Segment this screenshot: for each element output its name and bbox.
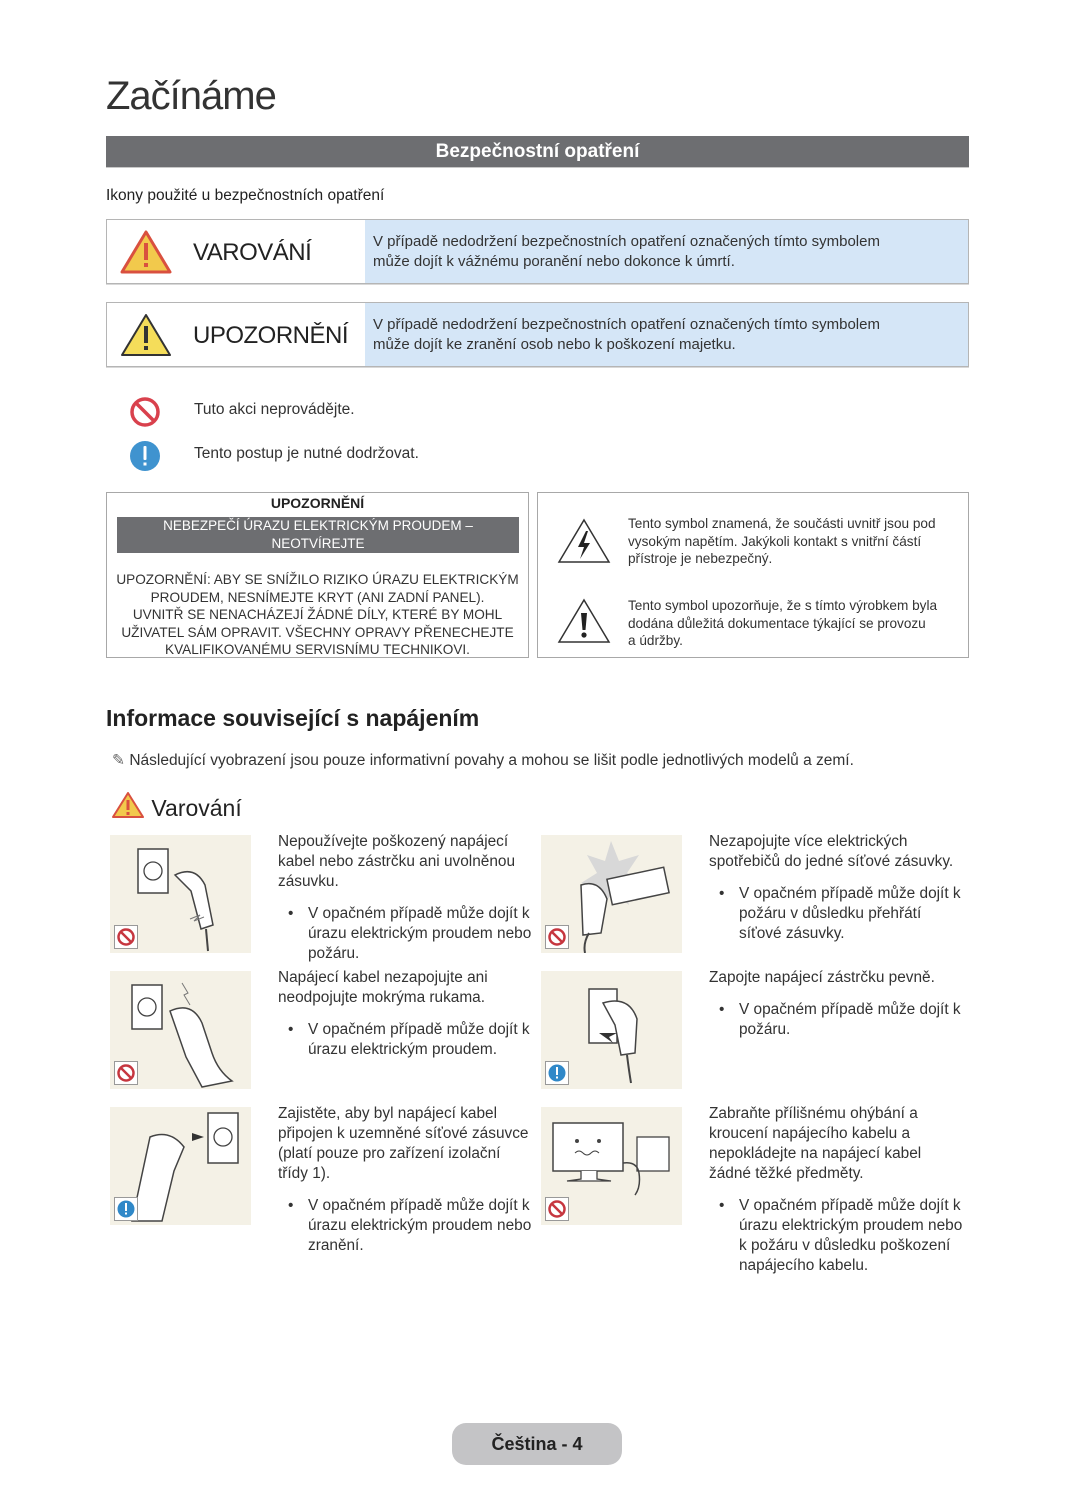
- bent-cable-tv-illustration: [541, 1107, 682, 1225]
- legend-mandatory: [128, 439, 419, 478]
- page-number-label: Čeština - 4: [452, 1423, 622, 1465]
- pencil-note-icon: ✎: [112, 752, 125, 769]
- wet-hands-plug-illustration: [110, 971, 251, 1089]
- caution-box-title: UPOZORNĚNÍ: [270, 495, 365, 511]
- caution-symbol-box: [106, 302, 969, 367]
- prohibited-icon: [128, 395, 162, 429]
- power-strip-overload-illustration: [541, 835, 682, 953]
- warning-label: VAROVÁNÍ: [193, 239, 312, 266]
- caution-triangle-icon: [119, 312, 173, 358]
- symbol-explanations-box: [537, 492, 969, 658]
- documentation-symbol-description: Tento symbol upozorňuje, že s tímto výrobkem byla dodána důležitá dokumentace týkající se provozu a údržby.: [628, 598, 938, 648]
- section-header-bar: Bezpečnostní opatření: [106, 136, 969, 168]
- mandatory-icon: [128, 439, 162, 473]
- prohibited-badge-icon: [114, 925, 138, 949]
- mandatory-badge-icon: [114, 1197, 138, 1221]
- warning-description: V případě nedodržení bezpečnostních opatření označených tímto symbolem může dojít k vážnému poranění nebo dokonce k úmrtí.: [373, 233, 880, 270]
- caution-label: UPOZORNĚNÍ: [193, 322, 349, 349]
- caution-band: NEBEZPEČÍ ÚRAZU ELEKTRICKÝM PROUDEM – NEOTVÍREJTE: [117, 517, 519, 553]
- caution-box-text: UPOZORNĚNÍ: ABY SE SNÍŽILO RIZIKO ÚRAZU ELEKTRICKÝM PROUDEM, NESNÍMEJTE KRYT (ANI ZADNÍ PANEL). UVNITŘ SE NENACHÁZEJÍ ŽÁDNÉ DÍLY, KTERÉ BY MOHL UŽIVATEL SÁM OPRAVIT. VŠECHNY OPRAVY PŘENECHEJTE KVALIFIKOVANÉMU SERVISNÍMU TECHNIKOVI.: [116, 572, 519, 658]
- caution-description: V případě nedodržení bezpečnostních opatření označených tímto symbolem může dojít ke zranění osob nebo k poškození majetku.: [373, 316, 880, 353]
- mandatory-badge-icon: [545, 1061, 569, 1085]
- legend-prohibited: [128, 395, 355, 434]
- legend-mandatory-text: Tento postup je nutné dodržovat.: [194, 445, 419, 462]
- power-item-5: Zajistěte, aby byl napájecí kabel připojen k uzemněné síťové zásuvce (platí pouze pro zařízení izolační třídy 1). • V opačném případě může dojít k úrazu elektrickým proudem nebo zranění.: [278, 1104, 533, 1256]
- exclamation-triangle-icon: [556, 597, 612, 645]
- electric-shock-caution-box: [106, 492, 529, 658]
- power-section-heading: Informace související s napájením: [106, 705, 480, 731]
- grounded-outlet-illustration: [110, 1107, 251, 1225]
- plug-firmly-illustration: [541, 971, 682, 1089]
- warning-symbol-box: [106, 219, 969, 284]
- power-item-6: Zabraňte přílišnému ohýbání a kroucení napájecího kabelu a nepokládejte na napájecí kabel žádné těžké předměty. • V opačném případě může dojít k úrazu elektrickým proudem nebo k požáru v důsledku poškození napájecího kabelu.: [709, 1104, 964, 1276]
- prohibited-badge-icon: [545, 1197, 569, 1221]
- prohibited-badge-icon: [545, 925, 569, 949]
- prohibited-badge-icon: [114, 1061, 138, 1085]
- high-voltage-icon: [556, 517, 612, 565]
- power-item-3: Napájecí kabel nezapojujte ani neodpojujte mokrýma rukama. • V opačném případě může dojít k úrazu elektrickým proudem.: [278, 968, 533, 1060]
- legend-prohibited-text: Tuto akci neprovádějte.: [194, 401, 355, 418]
- warning-subheading: Varování: [111, 791, 242, 822]
- icons-subheading: Ikony použité u bezpečnostních opatření: [106, 187, 385, 204]
- page-title: Začínáme: [106, 74, 276, 118]
- damaged-plug-illustration: [110, 835, 251, 953]
- power-item-1: Nepoužívejte poškozený napájecí kabel nebo zástrčku ani uvolněnou zásuvku. • V opačném případě může dojít k úrazu elektrickým proudem nebo požáru.: [278, 832, 533, 964]
- power-item-2: Nezapojujte více elektrických spotřebičů do jedné síťové zásuvky. • V opačném případě může dojít k požáru v důsledku přehřátí síťové zásuvky.: [709, 832, 964, 944]
- power-item-4: Zapojte napájecí zástrčku pevně. • V opačném případě může dojít k požáru.: [709, 968, 964, 1040]
- high-voltage-description: Tento symbol znamená, že součásti uvnitř jsou pod vysokým napětím. Jakýkoli kontakt s vnitřní částí přístroje je nebezpečný.: [628, 516, 936, 566]
- warning-triangle-icon: [119, 229, 173, 275]
- warning-triangle-small-icon: [111, 791, 145, 819]
- illustration-note: ✎ Následující vyobrazení jsou pouze informativní povahy a mohou se lišit podle jednotlivých modelů a zemí.: [112, 752, 854, 769]
